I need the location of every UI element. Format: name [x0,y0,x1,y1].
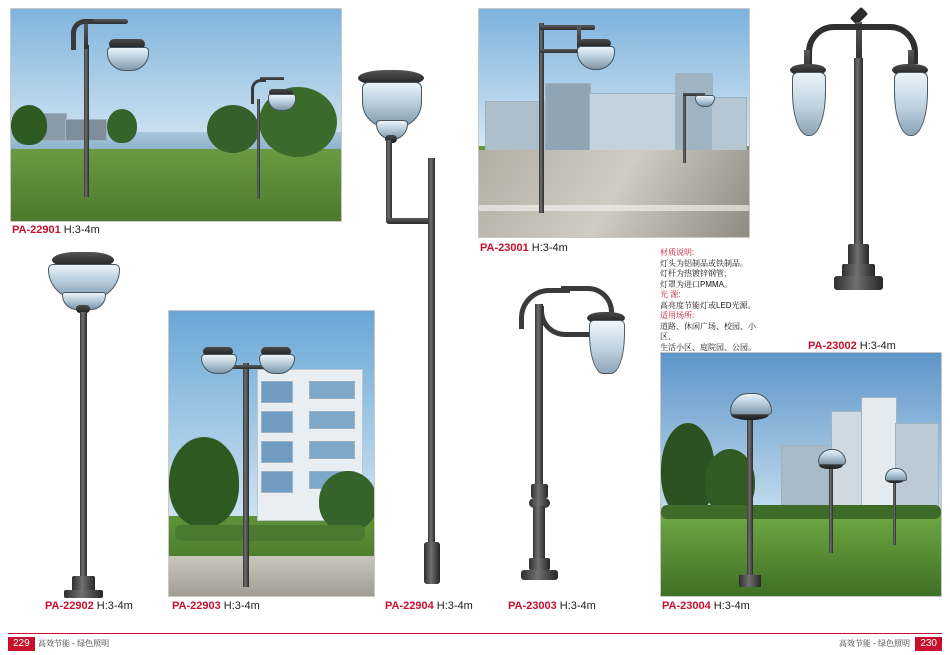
product-id-pa-22903: PA-22903 [172,600,221,612]
caption-pa-23002 [808,340,896,352]
product-id-pa-22902: PA-22902 [45,600,94,612]
footer-text-right: 高效节能 - 绿色照明 [838,639,910,648]
spec-material-line-3: 灯罩为进口PMMA。 [660,279,732,289]
spec-material-line-2: 灯杆为热镀锌钢管; [660,269,727,279]
product-height-pa-23003: H:3-4m [559,600,596,612]
spec-light-title: 光 源: [660,290,681,300]
product-height-pa-22901: H:3-4m [63,224,100,236]
spec-material-line-1: 灯头为铝制品或铁制品。 [660,258,748,268]
product-drawing-pa-23003 [505,278,645,598]
page-number-right: 230 [915,637,942,651]
product-photo-pa-23001 [478,8,750,238]
caption-pa-23004 [662,600,750,612]
spec-material-title: 材质说明: [660,248,695,257]
product-photo-pa-22901 [10,8,342,222]
footer-text-left: 高效节能 - 绿色照明 [38,639,110,648]
spec-usage-line-2: 生活小区、庭院园、公园。 [660,342,756,352]
product-height-pa-23004: H:3-4m [713,600,750,612]
product-height-pa-22904: H:3-4m [436,600,473,612]
product-id-pa-22901: PA-22901 [12,224,61,236]
caption-pa-22902 [45,600,133,612]
product-drawing-pa-23002 [780,6,940,336]
page-footer [0,633,950,655]
product-id-pa-23004: PA-23004 [662,600,711,612]
caption-pa-22904 [385,600,473,612]
caption-pa-23003 [508,600,596,612]
spec-light-line-1: 高亮度节能灯或LED光源。 [660,300,756,310]
product-height-pa-23002: H:3-4m [859,340,896,352]
spec-usage-line-1: 道路、休闲广场、校园、小区、 [660,321,756,342]
product-photo-pa-23004 [660,352,942,597]
product-height-pa-23001: H:3-4m [531,242,568,254]
product-photo-pa-22903 [168,310,375,597]
page-number-left: 229 [8,637,35,651]
product-id-pa-23003: PA-23003 [508,600,557,612]
product-height-pa-22902: H:3-4m [96,600,133,612]
product-height-pa-22903: H:3-4m [223,600,260,612]
product-drawing-pa-22902 [18,250,148,600]
lamp-pole [84,45,89,197]
product-drawing-pa-22904 [348,62,478,597]
footer-divider [8,633,942,634]
product-id-pa-22904: PA-22904 [385,600,434,612]
caption-pa-22901 [12,224,100,236]
caption-pa-22903 [172,600,260,612]
caption-pa-23001 [480,242,568,254]
product-id-pa-23002: PA-23002 [808,340,857,352]
product-id-pa-23001: PA-23001 [480,242,529,254]
spec-usage-title: 适用场所: [660,311,695,321]
